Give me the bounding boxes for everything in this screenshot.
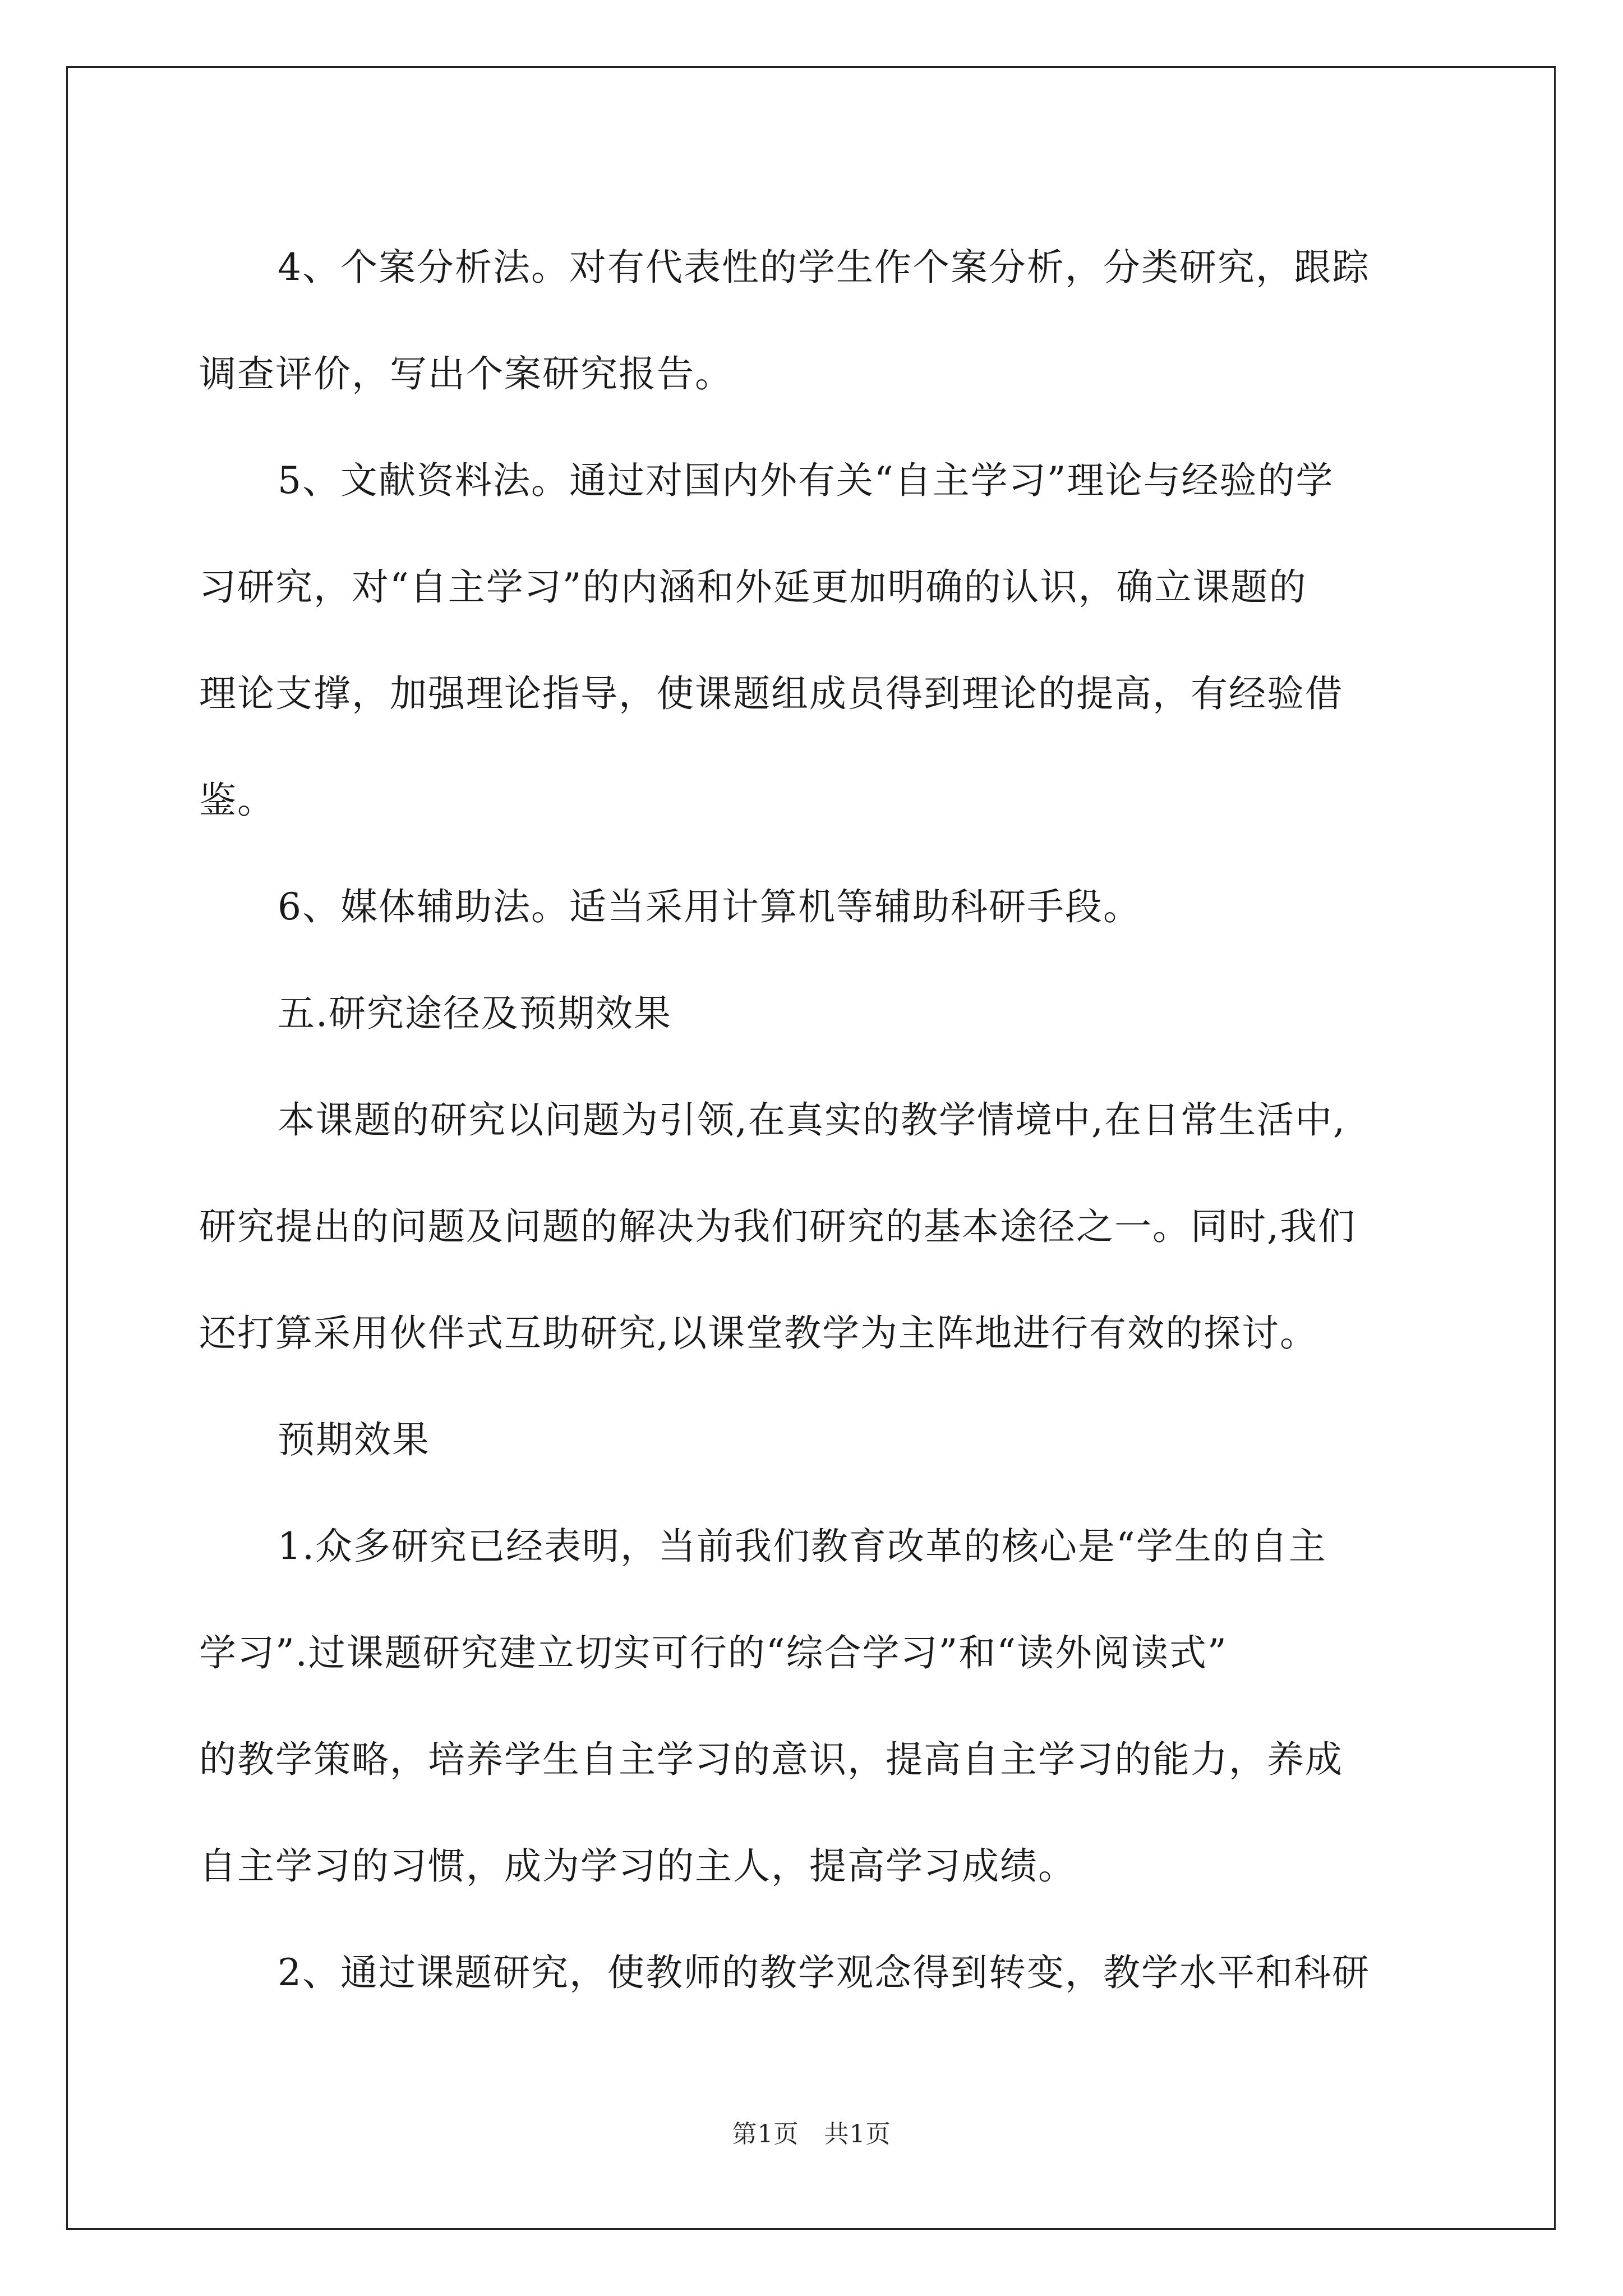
- section-heading: 五.研究途径及预期效果: [278, 992, 672, 1035]
- text-line: 习研究，对“自主学习”的内涵和外延更加明确的认识，确立课题的: [199, 565, 1307, 609]
- paragraph-method-6: [199, 854, 1433, 960]
- text-line: 学习”.过课题研究建立切实可行的“综合学习”和“读外阅读式”: [199, 1631, 1228, 1674]
- text-line: 研究提出的问题及问题的解决为我们研究的基本途径之一。同时,我们: [199, 1205, 1356, 1248]
- text-line: 4、个案分析法。对有代表性的学生作个案分析，分类研究，跟踪: [278, 246, 1370, 289]
- text-line: 调查评价，写出个案研究报告。: [199, 352, 733, 395]
- text-line: 1.众多研究已经表明，当前我们教育改革的核心是“学生的自主: [278, 1525, 1327, 1568]
- section-heading-5: [199, 960, 1433, 1067]
- text-line: 2、通过课题研究，使教师的教学观念得到转变，教学水平和科研: [278, 1951, 1370, 1994]
- text-line: 本课题的研究以问题为引领,在真实的教学情境中,在日常生活中,: [278, 1098, 1346, 1142]
- page-footer: 第1页 共1页: [732, 2120, 891, 2148]
- subheading: 预期效果: [278, 1418, 430, 1461]
- document-body: [199, 214, 1433, 2026]
- paragraph-method-4: [199, 214, 1433, 427]
- paragraph-research-path: [199, 1067, 1433, 1387]
- text-line: 理论支撑，加强理论指导，使课题组成员得到理论的提高，有经验借: [199, 672, 1343, 715]
- text-line: 6、媒体辅助法。适当采用计算机等辅助科研手段。: [278, 885, 1141, 928]
- text-line: 自主学习的习惯，成为学习的主人，提高学习成绩。: [199, 1844, 1076, 1888]
- paragraph-method-5: [199, 427, 1433, 854]
- subheading-expected-effect: [199, 1387, 1433, 1493]
- text-line: 5、文献资料法。通过对国内外有关“自主学习”理论与经验的学: [278, 459, 1334, 502]
- paragraph-effect-1: [199, 1493, 1433, 1920]
- paragraph-effect-2: [199, 1920, 1433, 2026]
- text-line: 的教学策略，培养学生自主学习的意识，提高自主学习的能力，养成: [199, 1738, 1343, 1781]
- text-line: 还打算采用伙伴式互助研究,以课堂教学为主阵地进行有效的探讨。: [199, 1312, 1318, 1355]
- text-line: 鉴。: [199, 779, 275, 822]
